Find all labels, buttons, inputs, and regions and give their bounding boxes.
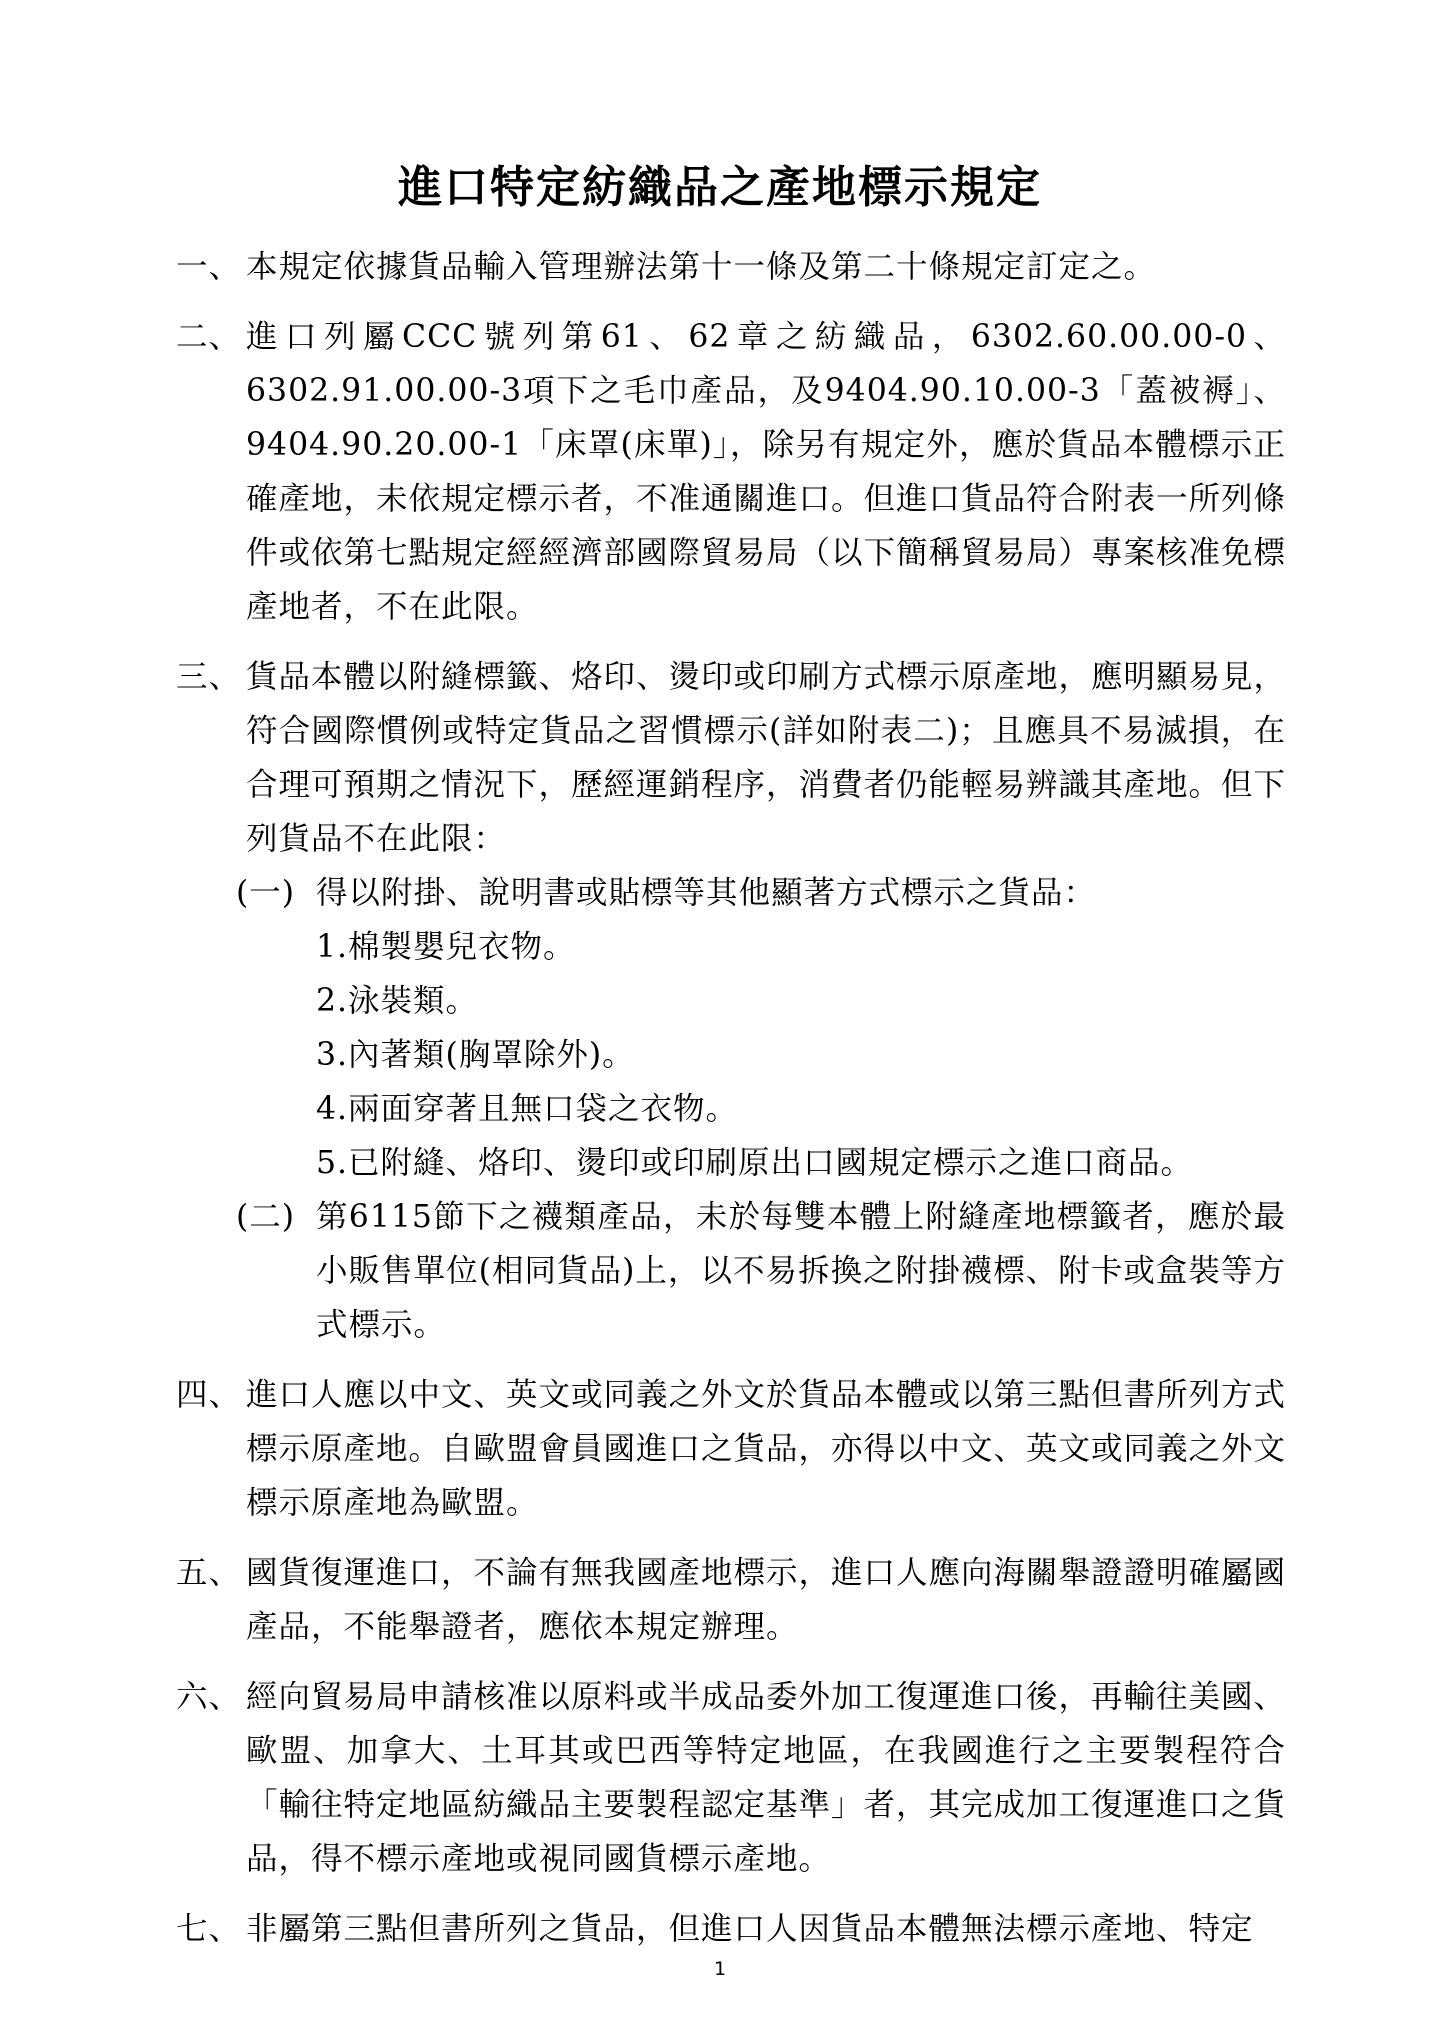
subitem-number: (二) (236, 1199, 296, 1235)
article-3 (0, 650, 1286, 866)
article-3-subitem-1 (0, 866, 1286, 920)
article-number: 一、 (176, 249, 242, 285)
article-number: 三、 (176, 659, 242, 695)
subitem-text: 第6115節下之襪類產品，未於每雙本體上附縫產地標籤者，應於最小販售單位(相同貨品)上，以不易拆換之附掛襪標、附卡或盒裝等方式標示。 (316, 1199, 1286, 1343)
article-text: 國貨復運進口，不論有無我國產地標示，進口人應向海關舉證證明確屬國產品，不能舉證者，應依本規定辦理。 (246, 1555, 1287, 1645)
article-text: 經向貿易局申請核准以原料或半成品委外加工復運進口後，再輸往美國、歐盟、加拿大、土耳其或巴西等特定地區，在我國進行之主要製程符合「輸往特定地區紡織品主要製程認定基準」者，其完成加工復運進口之貨品，得不標示產地或視同國貨標示產地。 (246, 1679, 1287, 1877)
article-6 (0, 1670, 1286, 1886)
article-text: 貨品本體以附縫標籤、烙印、燙印或印刷方式標示原產地，應明顯易見，符合國際慣例或特定貨品之習慣標示(詳如附表二)；且應具不易滅損，在合理可預期之情況下，歷經運銷程序，消費者仍能輕易辨識其產地。但下列貨品不在此限： (246, 659, 1287, 857)
article-5 (0, 1546, 1286, 1654)
subitem-number: (一) (236, 875, 296, 911)
article-text: 非屬第三點但書所列之貨品，但進口人因貨品本體無法標示產地、特定 (246, 1911, 1254, 1947)
article-number: 七、 (176, 1911, 242, 1947)
page-number: 1 (713, 1958, 727, 1980)
page-title: 進口特定紡織品之產地標示規定 (398, 162, 1042, 213)
article-number: 四、 (176, 1377, 242, 1413)
article-3-subitem-2 (0, 1190, 1286, 1352)
subitem-text: 得以附掛、說明書或貼標等其他顯著方式標示之貨品： (316, 875, 1097, 911)
subitem-list-item: 4.兩面穿著且無口袋之衣物。 (316, 1091, 739, 1127)
article-2 (0, 310, 1286, 634)
subitem-list-item: 3.內著類(胸罩除外)。 (316, 1037, 635, 1073)
subitem-list-item: 5.已附縫、烙印、燙印或印刷原出口國規定標示之進口商品。 (316, 1145, 1194, 1181)
article-text: 進口人應以中文、英文或同義之外文於貨品本體或以第三點但書所列方式標示原產地。自歐盟會員國進口之貨品，亦得以中文、英文或同義之外文標示原產地為歐盟。 (246, 1377, 1287, 1521)
article-1 (0, 240, 1286, 294)
subitem-list-item: 1.棉製嬰兒衣物。 (316, 929, 576, 965)
article-number: 二、 (176, 319, 242, 355)
regulation-body (0, 240, 1440, 1972)
subitem-list-item: 2.泳裝類。 (316, 983, 479, 1019)
article-7 (0, 1902, 1286, 1956)
article-4 (0, 1368, 1286, 1530)
article-text: 進口列屬CCC號列第61、62章之紡織品，6302.60.00.00-0、6302.91.00.00-3項下之毛巾產品，及9404.90.10.00-3「蓋被褥」、9404.90.20.00-1「床罩(床單)」，除另有規定外，應於貨品本體標示正確產地，未依規定標示者，不准通關進口。但進口貨品符合附表一所列條件或依第七點規定經經濟部國際貿易局（以下簡稱貿易局）專案核准免標產地者，不在此限。 (246, 319, 1287, 625)
article-number: 六、 (176, 1679, 242, 1715)
article-text: 本規定依據貨品輸入管理辦法第十一條及第二十條規定訂定之。 (246, 249, 1157, 285)
article-number: 五、 (176, 1555, 242, 1591)
